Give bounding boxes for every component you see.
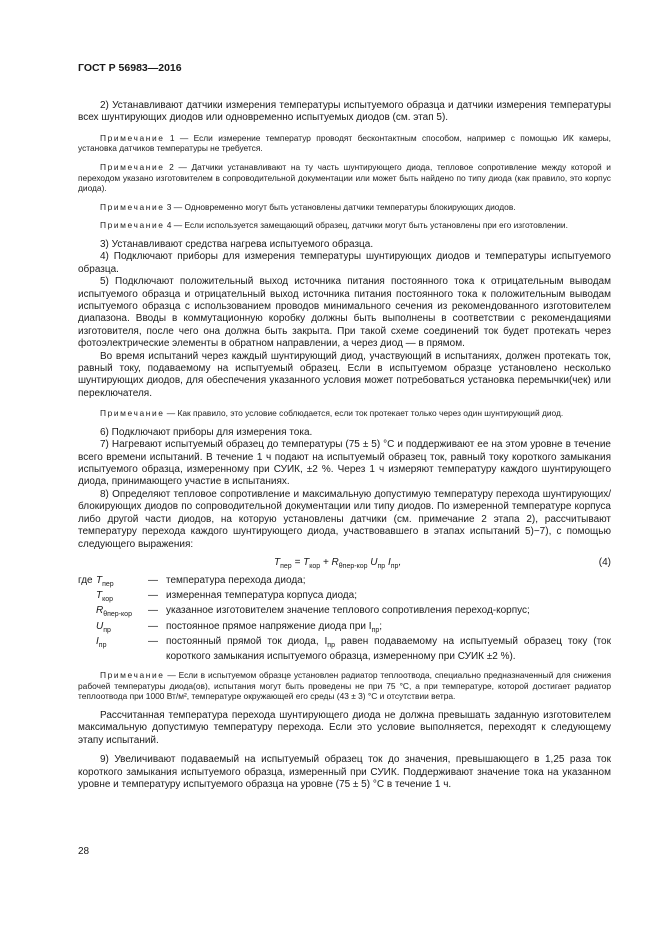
definition-dash: — bbox=[148, 635, 158, 647]
paragraph-step-7: 7) Нагревают испытуемый образец до температуры (75 ± 5) °С и поддерживают ее на этом уровне в течение всего времени испытаний. В течение 1 ч подают на испытуемый образец ток, равный току короткого замыкания испытуемого образца, измеренному при СУИК, ±2 %. Через 1 ч измеряют температуру каждого шунтирующего диода, принимающего участие в испытаниях. bbox=[78, 439, 611, 488]
symbol-subscript: пр bbox=[103, 626, 111, 634]
symbol-letter: T bbox=[96, 574, 103, 586]
definition-row bbox=[78, 636, 611, 662]
definition-dash: — bbox=[148, 605, 158, 617]
note-label: Примечание bbox=[100, 162, 165, 172]
definition-text-subscript: пр bbox=[371, 626, 380, 634]
definition-row bbox=[78, 590, 611, 605]
formula-subscript: θпер-кор bbox=[338, 562, 368, 570]
symbol-subscript: кор bbox=[102, 596, 114, 604]
note-2 bbox=[78, 162, 611, 194]
definition-dash: — bbox=[148, 590, 158, 602]
definition-text-part: постоянное прямое напряжение диода при I bbox=[166, 620, 372, 632]
paragraph-step-5-cont: Во время испытаний через каждый шунтирующий диод, участвующий в испытаниях, должен протекать ток, равный току, подаваемому на испытуемый образец. Если в испытуемом образце установлено несколько шунтирующих диодов, для обеспечения указанного условия может потребоваться установка перемычки(чек) или переключателя. bbox=[78, 350, 611, 399]
note-text: 2 — Датчики устанавливают на ту часть шунтирующего диода, тепловое сопротивление между которой и переходом указано изготовителем в сопроводительной документации или может быть найдено по типу диода (как правило, это корпус диода). bbox=[78, 162, 611, 194]
definition-dash: — bbox=[148, 620, 158, 632]
formula-operator: + bbox=[320, 556, 332, 568]
formula-symbol: R bbox=[331, 556, 339, 568]
paragraph-step-5: 5) Подключают положительный выход источника питания постоянного тока к отрицательным выводам испытуемого образца и отрицательный выход источника питания постоянного тока к положительным выводам испытуемого образца с использованием проводов минимального сечения из рекомендованного изготовителем диапазона. Вводы в коммутационную коробку должны быть выполнены в соответствии с рекомендациями изготовителя, после чего она должна быть закрыта. При такой схеме соединений ток будет протекать через фотоэлектрические элементы в обратном направлении, а через диод — в прямом. bbox=[78, 276, 611, 350]
symbol-letter: T bbox=[96, 590, 103, 602]
note-text: 3 — Одновременно могут быть установлены датчики температуры блокирующих диодов. bbox=[164, 201, 516, 212]
document-body bbox=[78, 100, 611, 791]
note-label: Примечание bbox=[100, 220, 165, 231]
note-3 bbox=[78, 202, 611, 213]
definition-text-subscript: пр bbox=[327, 641, 335, 649]
page-number: 28 bbox=[78, 846, 90, 857]
paragraph-step-9: 9) Увеличивают подаваемый на испытуемый образец ток до значения, превышающего в 1,25 раза ток короткого замыкания испытуемого образца, измеренный при СУИК. Поддерживают значение тока на указанном уровне и температуру испытуемого образца на уровне (75 ± 5) °С в течение 1 ч. bbox=[78, 754, 611, 790]
definition-spacer bbox=[78, 621, 96, 636]
formula-symbol: T bbox=[303, 556, 310, 568]
note-4 bbox=[78, 220, 611, 231]
definition-text bbox=[166, 621, 611, 636]
formula-expression bbox=[274, 557, 401, 573]
symbol-letter: R bbox=[96, 605, 104, 617]
symbol-subscript: пр bbox=[98, 641, 107, 649]
formula-symbol: U bbox=[367, 556, 378, 568]
note-text: — Как правило, это условие соблюдается, если ток протекает только через один шунтирующий диод. bbox=[164, 408, 564, 419]
note-label: Примечание bbox=[100, 670, 165, 681]
formula-4 bbox=[78, 556, 611, 572]
note-6 bbox=[78, 670, 611, 702]
formula-subscript: пр bbox=[390, 562, 399, 570]
formula-definitions bbox=[78, 575, 611, 662]
formula-subscript: пер bbox=[280, 562, 292, 570]
definition-spacer bbox=[78, 605, 96, 620]
formula-operator: = bbox=[291, 556, 304, 568]
paragraph-step-2: 2) Устанавливают датчики измерения температуры испытуемого образца и датчики измерения температуры всех шунтирующих диодов или одновременно испытуемых диодов (см. этап 5). bbox=[78, 100, 611, 124]
paragraph-step-4: 4) Подключают приборы для измерения температуры шунтирующих диодов и температуры испытуемого образца. bbox=[78, 251, 611, 275]
formula-subscript: пр bbox=[377, 562, 386, 570]
symbol-letter: U bbox=[96, 620, 104, 632]
definition-row bbox=[78, 605, 611, 620]
definition-text: указанное изготовителем значение теплового сопротивления переход-корпус; bbox=[166, 605, 530, 617]
definition-text-part: равен подаваемому на испытуемый образец току (ток короткого замыкания испытуемого образца, измеренному при СУИК ±2 %). bbox=[166, 635, 611, 662]
note-label: Примечание bbox=[100, 201, 165, 212]
symbol-subscript: θпер-кор bbox=[103, 611, 132, 619]
formula-subscript: кор bbox=[309, 562, 321, 570]
paragraph-junction-check: Рассчитанная температура перехода шунтирующего диода не должна превышать заданную изготовителем максимальную допустимую температуру перехода. Если это условие выполняется, переходят к следующему этапу испытаний. bbox=[78, 709, 611, 746]
definition-row bbox=[78, 621, 611, 636]
definitions-where: где bbox=[78, 574, 93, 586]
note-1 bbox=[78, 133, 611, 154]
paragraph-step-8: 8) Определяют тепловое сопротивление и максимальную допустимую температуру перехода шунтирующих/блокирующих диодов по сопроводительной документации или типу диодов. По измеренной температуре корпуса либо другой части диодов, на которую установлены датчики (см. примечание 2 этапа 2), рассчитывают температуру перехода каждого шунтирующего диода, участвовавшего в этапах испытаний 5)−7), с помощью следующего выражения: bbox=[78, 488, 611, 550]
formula-punctuation: , bbox=[398, 556, 402, 568]
definition-text bbox=[166, 636, 611, 662]
note-text: — Если в испытуемом образце установлен радиатор теплоотвода, специально предназначенный для снижения рабочей температуры диода(ов), испытания могут быть проведены не при 75 °С, а при температуре, которой достигает радиатор теплоотвода при 1000 Вт/м², температуре окружающей его среды (43 ± 3) °С и отсутствии ветра. bbox=[78, 670, 611, 702]
definition-spacer bbox=[78, 590, 96, 605]
symbol-subscript: пер bbox=[102, 580, 114, 588]
definition-text-part: ; bbox=[379, 620, 383, 632]
document-header: ГОСТ Р 56983—2016 bbox=[78, 62, 182, 74]
note-label: Примечание bbox=[100, 408, 165, 419]
definition-text-part: постоянный прямой ток диода, I bbox=[166, 635, 328, 647]
definition-symbol bbox=[96, 636, 148, 662]
definition-symbol bbox=[96, 590, 148, 605]
note-text: 1 — Если измерение температур проводят бесконтактным способом, например с помощью ИК камеры, установка датчиков температуры не требуется. bbox=[78, 132, 611, 154]
note-text: 4 — Если используется замещающий образец, датчики могут быть установлены при его изготовлении. bbox=[164, 220, 568, 231]
formula-number: (4) bbox=[598, 556, 611, 568]
definition-symbol bbox=[96, 575, 148, 590]
symbol-letter: I bbox=[96, 635, 99, 647]
formula-symbol: I bbox=[385, 556, 391, 568]
paragraph-step-3: 3) Устанавливают средства нагрева испытуемого образца. bbox=[100, 238, 374, 250]
definition-symbol bbox=[96, 605, 148, 620]
paragraph-step-6: 6) Подключают приборы для измерения тока. bbox=[100, 426, 313, 438]
definition-dash: — bbox=[148, 574, 158, 586]
note-5 bbox=[78, 408, 611, 419]
definition-text: температура перехода диода; bbox=[166, 574, 306, 586]
definition-text: измеренная температура корпуса диода; bbox=[166, 590, 357, 602]
definition-symbol bbox=[96, 621, 148, 636]
formula-symbol: T bbox=[274, 556, 281, 568]
definition-row bbox=[78, 575, 611, 590]
definition-spacer bbox=[78, 636, 96, 662]
note-label: Примечание bbox=[100, 132, 165, 143]
